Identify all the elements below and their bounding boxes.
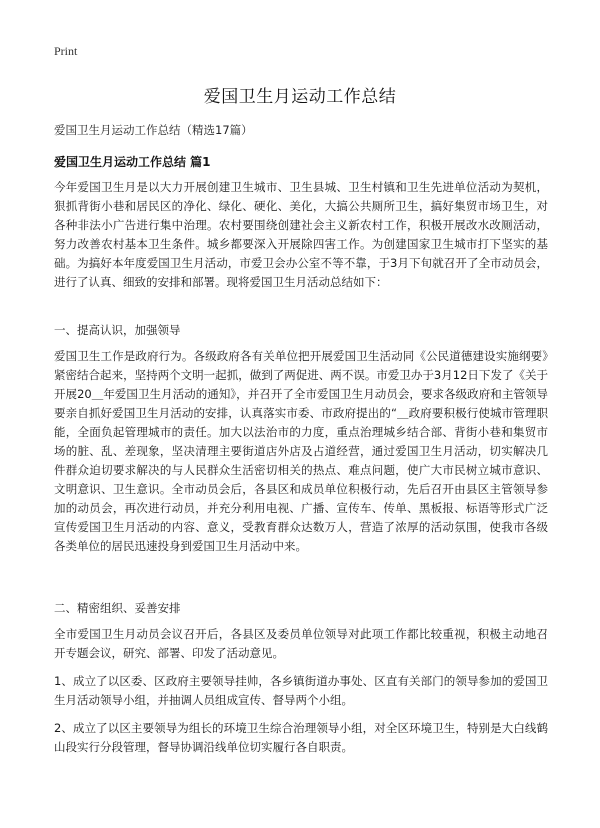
paragraph-4: 2、成立了以区主要领导为组长的环境卫生综合治理领导小组，对全区环境卫生，特别是大白线鹤山段实行分段管理，督导协调沿线单位切实履行各自职责。: [54, 721, 548, 754]
paragraph-2: 全市爱国卫生月动员会议召开后，各县区及委员单位领导对此项工作都比较重视，积极主动地召开专题会议，研究、部署、印发了活动意见。: [54, 627, 548, 660]
paragraph-3: 1、成立了以区委、区政府主要领导挂帅，各乡镇街道办事处、区直有关部门的领导参加的爱国卫生月活动领导小组，并抽调人员组成宣传、督导两个小组。: [54, 674, 548, 707]
print-link[interactable]: Print: [54, 44, 78, 58]
page-title: 爱国卫生月运动工作总结: [203, 87, 397, 107]
paragraph-1: 爱国卫生工作是政府行为。各级政府各有关单位把开展爱国卫生活动同《公民道德建设实施纲要》紧密结合起来，坚持两个文明一起抓，做到了两促进、两不误。市爱卫办于3月12日下发了《关于开展20＿年爱国卫生月活动的通知》，并召开了全市爱国卫生月动员会，要求各级政府和主管领导要亲自抓好爱国卫生月活动的安排，认真落实市委、市政府提出的“＿政府要积极行使城市管理职能，全面负起管理城市的责任。加大以法治市的力度，重点治理城乡结合部、背街小巷和集贸市场的脏、乱、差现象，坚决清理主要街道店外店及占道经营，通过爱国卫生月活动，切实解决几件群众迫切要求解决的与人民群众生活密切相关的热点、难点问题，使广大市民树立城市意识、文明意识、卫生意识。全市动员会后，各县区和成员单位积极行动，先后召开由县区主管领导参加的动员会，再次进行动员，并充分利用电视、广播、宣传车、传单、黑板报、标语等形式广泛宣传爱国卫生月活动的内容、意义，受教育群众达数万人，营造了浓厚的活动氛围，使我市各级各类单位的居民迅速投身到爱国卫生月活动中来。: [54, 349, 548, 553]
document-subtitle: 爱国卫生月运动工作总结（精选17篇）: [54, 123, 253, 137]
section-title: 爱国卫生月运动工作总结 篇1: [54, 155, 211, 169]
heading-1: 一、提高认识，加强领导: [54, 323, 181, 337]
heading-2: 二、精密组织、妥善安排: [54, 601, 181, 615]
paragraph-intro: 今年爱国卫生月是以大力开展创建卫生城市、卫生县城、卫生村镇和卫生先进单位活动为契机，狠抓背街小巷和居民区的净化、绿化、硬化、美化，大搞公共厕所卫生，搞好集贸市场卫生，对各种非法小广告进行集中治理。农村要围绕创建社会主义新农村工作，积极开展改水改厕活动，努力改善农村基本卫生条件。城乡都要深入开展除四害工作。为创建国家卫生城市打下坚实的基础。为搞好本年度爱国卫生月活动，市爱卫会办公室不等不靠，于3月下旬就召开了全市动员会，进行了认真、细致的安排和部署。现将爱国卫生月活动总结如下：: [54, 180, 548, 289]
